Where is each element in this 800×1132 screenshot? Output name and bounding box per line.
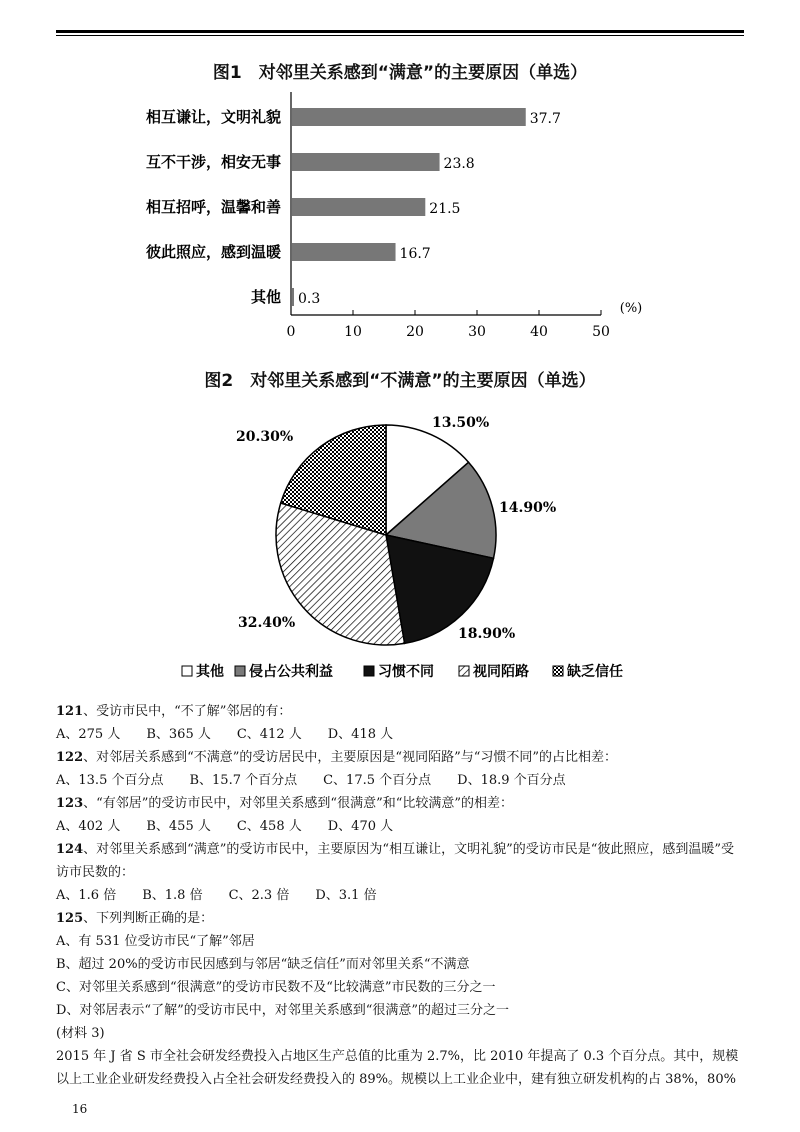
value-label-0: 37.7	[529, 111, 561, 127]
figure2-pie-chart	[0, 395, 800, 695]
q124-text: 、对邻里关系感到“满意”的受访市民中，主要原因为“相互谦让，文明礼貌”的受访市民是“彼此照应，感到温暖”受访市民数的：	[56, 842, 735, 880]
legend-label-2: 习惯不同	[378, 664, 434, 680]
page-number: 16	[72, 1102, 88, 1116]
q122-text: 、对邻居关系感到“不满意”的受访居民中，主要原因是“视同陌路”与“习惯不同”的占比相差：	[83, 750, 618, 765]
header-rule	[56, 30, 744, 33]
q122-option-d[interactable]: D、18.9 个百分点	[457, 773, 566, 788]
bar-0	[292, 108, 526, 126]
x-tick-label-3: 30	[468, 324, 486, 340]
value-label-3: 16.7	[399, 246, 431, 262]
q121-option-d[interactable]: D、418 人	[327, 727, 394, 742]
q124-option-c[interactable]: C、2.3 倍	[228, 888, 290, 903]
value-label-1: 23.8	[443, 156, 475, 172]
legend-swatch-3	[459, 666, 469, 676]
slice-label-0: 13.50%	[432, 415, 490, 431]
q124-number: 124	[56, 842, 84, 857]
q121-text: 、受访市民中，“不了解”邻居的有：	[83, 704, 292, 719]
q121-option-c[interactable]: C、412 人	[236, 727, 302, 742]
legend-swatch-4	[553, 666, 563, 676]
figure2-title: 图2 对邻里关系感到“不满意”的主要原因（单选）	[204, 371, 596, 391]
q125-option-a[interactable]: A、有 531 位受访市民“了解”邻居	[56, 934, 255, 949]
category-label-4: 其他	[250, 288, 281, 306]
q121-option-b[interactable]: B、365 人	[146, 727, 211, 742]
q125-option-c[interactable]: C、对邻里关系感到“很满意”的受访市民数不及“比较满意”市民数的三分之一	[56, 980, 496, 995]
figure1-bar-chart	[0, 92, 800, 392]
q122-option-b[interactable]: B、15.7 个百分点	[189, 773, 298, 788]
value-label-2: 21.5	[429, 201, 461, 217]
slice-label-2: 18.90%	[458, 626, 516, 642]
q121-options	[56, 723, 746, 746]
category-label-1: 互不干涉，相安无事	[145, 153, 281, 171]
legend-label-4: 缺乏信任	[567, 664, 623, 680]
x-unit-label: (%)	[619, 301, 643, 316]
category-label-0: 相互谦让，文明礼貌	[145, 108, 281, 126]
x-tick-label-0: 0	[286, 324, 296, 340]
legend-label-1: 侵占公共利益	[249, 664, 333, 680]
q123-option-b[interactable]: B、455 人	[146, 819, 211, 834]
q125-text: 、下列判断正确的是：	[83, 911, 214, 926]
category-label-2: 相互招呼，温馨和善	[145, 198, 281, 216]
legend-swatch-1	[235, 666, 245, 676]
x-tick-label-2: 20	[406, 324, 424, 340]
category-label-3: 彼此照应，感到温暖	[145, 243, 281, 261]
legend-label-3: 视同陌路	[473, 664, 529, 680]
q122-number: 122	[56, 750, 84, 765]
questions-block	[56, 700, 746, 1091]
legend-swatch-2	[364, 666, 374, 676]
slice-label-1: 14.90%	[499, 500, 557, 516]
q123-option-d[interactable]: D、470 人	[327, 819, 394, 834]
legend-swatch-0	[182, 666, 192, 676]
q124-options	[56, 884, 746, 907]
q124-option-a[interactable]: A、1.6 倍	[56, 888, 117, 903]
slice-label-4: 20.30%	[236, 429, 294, 445]
q125-option-d[interactable]: D、对邻居表示“了解”的受访市民中，对邻里关系感到“很满意”的超过三分之一	[56, 1003, 510, 1018]
q123-option-c[interactable]: C、458 人	[236, 819, 302, 834]
value-label-4: 0.3	[298, 291, 321, 307]
legend-label-0: 其他	[196, 664, 224, 680]
q124-option-b[interactable]: B、1.8 倍	[142, 888, 203, 903]
q121-option-a[interactable]: A、275 人	[56, 727, 121, 742]
figure1-title: 图1 对邻里关系感到“满意”的主要原因（单选）	[212, 63, 588, 83]
q122-option-a[interactable]: A、13.5 个百分点	[56, 773, 164, 788]
x-tick-label-5: 50	[592, 324, 610, 340]
bar-4	[292, 288, 294, 306]
q124-option-d[interactable]: D、3.1 倍	[315, 888, 377, 903]
q123-number: 123	[56, 796, 84, 811]
x-tick-label-4: 40	[530, 324, 548, 340]
q123-options	[56, 815, 746, 838]
q123-option-a[interactable]: A、402 人	[56, 819, 121, 834]
q121-number: 121	[56, 704, 84, 719]
header-rule-thin	[56, 35, 744, 36]
bar-3	[292, 243, 396, 261]
slice-label-3: 32.40%	[238, 615, 296, 631]
q125-number: 125	[56, 911, 84, 926]
material-paragraph: 2015 年 J 省 S 市全社会研发经费投入占地区生产总值的比重为 2.7%，比 2010 年提高了 0.3 个百分点。其中，规模以上工业企业研发经费投入占全社会研发经费投入的 89%。规模以上工业企业中，建有独立研发机构的占 38%，80%	[56, 1049, 739, 1087]
q122-options	[56, 769, 746, 792]
bar-2	[292, 198, 425, 216]
q123-text: 、“有邻居”的受访市民中，对邻里关系感到“很满意”和“比较满意”的相差：	[83, 796, 514, 811]
x-tick-label-1: 10	[344, 324, 362, 340]
material-label: (材料 3)	[56, 1026, 105, 1041]
q125-option-b[interactable]: B、超过 20%的受访市民因感到与邻居“缺乏信任”而对邻里关系“不满意	[56, 957, 470, 972]
q122-option-c[interactable]: C、17.5 个百分点	[323, 773, 432, 788]
bar-1	[292, 153, 440, 171]
